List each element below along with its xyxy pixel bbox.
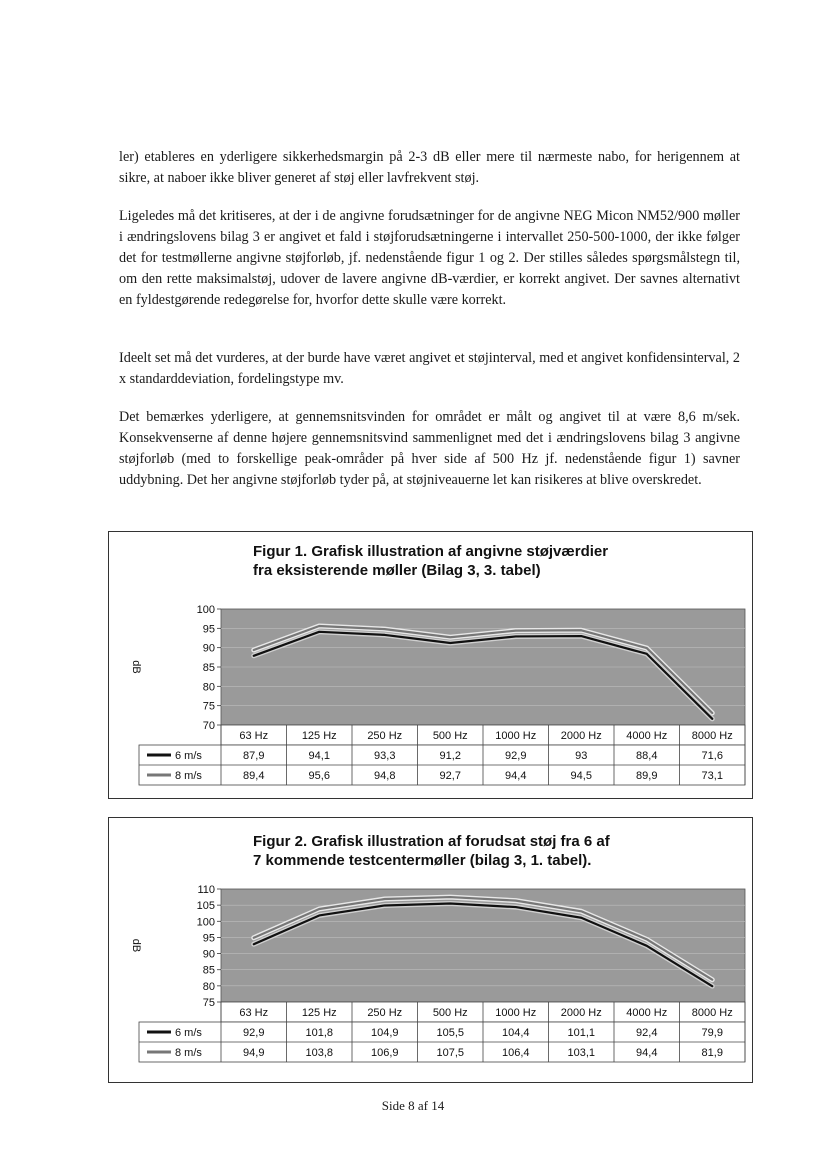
y-axis-label: dB xyxy=(130,938,142,953)
category-label: 125 Hz xyxy=(301,730,337,742)
body-text xyxy=(119,147,740,189)
legend-label: 8 m/s xyxy=(175,1047,202,1059)
figure-1-title-line-1: Figur 1. Grafisk illustration af angivne støjværdier xyxy=(253,543,609,560)
y-tick-label: 75 xyxy=(202,700,215,713)
y-tick-label: 80 xyxy=(202,681,215,694)
category-label: 500 Hz xyxy=(432,730,468,742)
figure-2 xyxy=(108,817,753,1083)
y-tick-label: 100 xyxy=(196,916,215,929)
y-tick-label: 100 xyxy=(196,604,215,616)
data-value: 92,9 xyxy=(505,750,527,762)
y-tick-label: 95 xyxy=(202,932,215,945)
y-tick-label: 90 xyxy=(202,642,215,655)
figure-1-title-line-2: fra eksisterende møller (Bilag 3, 3. tabel) xyxy=(253,562,541,579)
category-label: 250 Hz xyxy=(367,1007,403,1019)
data-value: 73,1 xyxy=(701,770,723,782)
data-value: 81,9 xyxy=(701,1047,723,1059)
legend-label: 6 m/s xyxy=(175,750,202,762)
data-value: 105,5 xyxy=(436,1027,465,1039)
data-value: 104,9 xyxy=(370,1027,399,1039)
paragraph-2: Ligeledes må det kritiseres, at der i de angivne forudsætninger for de angivne NEG Micon NM52/900 møller i ændringslovens bilag 3 er angivet et fald i støjforudsætningerne i intervallet 250-500-1000, der ikke følger det for testmøllerne angivne støjforløb, jf. nedenstående figur 1 og 2. Der stilles således spørgsmålstegn til, om den rette maksimalstøj, udover de lavere angivne dB-værdier, er korrekt angivet. Der savnes alternativt en fyldestgørende redegørelse for, hvorfor dette skulle være korrekt. xyxy=(119,208,740,308)
data-value: 106,4 xyxy=(501,1047,530,1059)
y-tick-label: 80 xyxy=(202,980,215,993)
data-value: 106,9 xyxy=(370,1047,399,1059)
category-label: 63 Hz xyxy=(239,1007,269,1019)
data-value: 71,6 xyxy=(701,750,723,762)
y-tick-label: 70 xyxy=(202,720,215,732)
legend-label: 6 m/s xyxy=(175,1027,202,1039)
category-label: 1000 Hz xyxy=(495,1007,537,1019)
y-tick-label: 95 xyxy=(202,623,215,636)
figure-2-chart xyxy=(109,818,752,1082)
category-label: 4000 Hz xyxy=(626,1007,668,1019)
body-text xyxy=(119,348,740,390)
data-value: 94,8 xyxy=(374,770,396,782)
data-value: 89,4 xyxy=(243,770,265,782)
category-label: 250 Hz xyxy=(367,730,403,742)
data-value: 94,1 xyxy=(308,750,330,762)
data-value: 103,8 xyxy=(305,1047,334,1059)
data-value: 94,5 xyxy=(570,770,592,782)
data-value: 101,8 xyxy=(305,1027,334,1039)
data-value: 89,9 xyxy=(636,770,658,782)
category-label: 4000 Hz xyxy=(626,730,668,742)
y-tick-label: 110 xyxy=(197,884,215,896)
category-label: 8000 Hz xyxy=(691,730,733,742)
data-value: 95,6 xyxy=(308,770,330,782)
figure-1-chart xyxy=(109,532,752,798)
category-label: 8000 Hz xyxy=(691,1007,733,1019)
category-label: 500 Hz xyxy=(432,1007,468,1019)
data-value: 93 xyxy=(575,750,588,762)
data-value: 94,4 xyxy=(636,1047,658,1059)
data-value: 91,2 xyxy=(439,750,461,762)
page-footer: Side 8 af 14 xyxy=(381,1098,445,1113)
figure-1 xyxy=(108,531,753,799)
data-value: 94,4 xyxy=(505,770,527,782)
category-label: 2000 Hz xyxy=(560,730,602,742)
data-value: 92,9 xyxy=(243,1027,265,1039)
data-value: 88,4 xyxy=(636,750,658,762)
data-value: 103,1 xyxy=(567,1047,596,1059)
data-value: 104,4 xyxy=(501,1027,530,1039)
data-value: 107,5 xyxy=(436,1047,465,1059)
y-tick-label: 90 xyxy=(202,948,215,961)
data-value: 87,9 xyxy=(243,750,265,762)
data-value: 93,3 xyxy=(374,750,396,762)
paragraph-3: Ideelt set må det vurderes, at der burde have været angivet et støjinterval, med et angivet konfidensinterval, 2 x standarddeviation, fordelingstype mv. xyxy=(119,350,740,387)
category-label: 63 Hz xyxy=(239,730,269,742)
y-tick-label: 85 xyxy=(202,964,215,977)
y-tick-label: 85 xyxy=(202,662,215,674)
body-text xyxy=(119,206,740,311)
paragraph-1: ler) etableres en yderligere sikkerhedsmargin på 2-3 dB eller mere til nærmeste nabo, for herigennem at sikre, at naboer ikke bliver generet af støj eller lavfrekvent støj. xyxy=(119,149,740,186)
figure-2-title-line-1: Figur 2. Grafisk illustration af forudsat støj fra 6 af xyxy=(253,833,610,850)
data-value: 94,9 xyxy=(243,1047,265,1059)
data-value: 79,9 xyxy=(701,1027,723,1039)
y-tick-label: 105 xyxy=(196,900,215,913)
paragraph-4: Det bemærkes yderligere, at gennemsnitsvinden for området er målt og angivet til at være 8,6 m/sek. Konsekvenserne af denne højere gennemsnitsvind sammenlignet med det i ændringslovens bilag 3 angivne støjforløb (med to forskellige peak-områder på hver side af 500 Hz jf. nedenstående figur 1) savner uddybning. Det her angivne støjforløb tyder på, at støjniveauerne let kan risikeres at blive overskredet. xyxy=(119,409,740,488)
data-value: 92,4 xyxy=(636,1027,658,1039)
data-value: 92,7 xyxy=(439,770,461,782)
legend-label: 8 m/s xyxy=(175,770,202,782)
y-axis-label: dB xyxy=(130,660,142,674)
y-tick-label: 75 xyxy=(202,997,215,1009)
category-label: 125 Hz xyxy=(301,1007,337,1019)
body-text xyxy=(119,407,740,491)
data-value: 101,1 xyxy=(567,1027,596,1039)
category-label: 1000 Hz xyxy=(495,730,537,742)
figure-2-title-line-2: 7 kommende testcentermøller (bilag 3, 1. tabel). xyxy=(253,852,592,869)
category-label: 2000 Hz xyxy=(560,1007,602,1019)
